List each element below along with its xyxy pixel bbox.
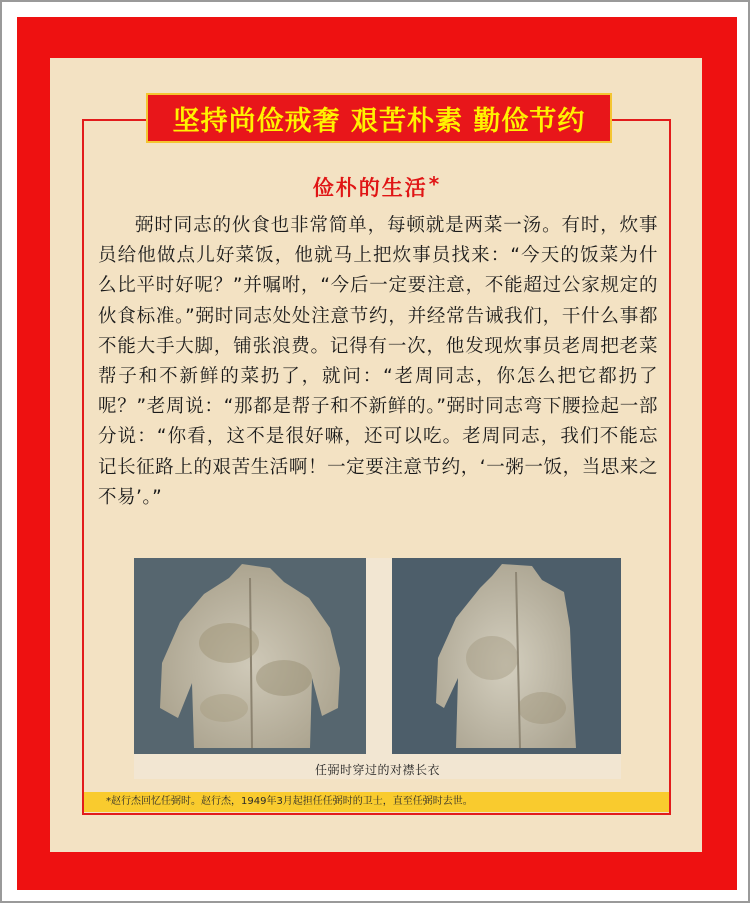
photo-panel: [134, 558, 621, 779]
jacket-front-photo: [134, 558, 366, 754]
photo-caption: 任弼时穿过的对襟长衣: [314, 763, 440, 777]
subtitle-text: 俭朴的生活: [312, 176, 428, 200]
footnote-bar: *赵行杰回忆任弼时。赵行杰，1949年3月起担任任弼时的卫士，直至任弼时去世。: [84, 792, 669, 812]
section-subtitle: [2, 172, 750, 202]
title-banner: [146, 93, 612, 143]
subtitle-footnote-mark: *: [428, 172, 442, 196]
poster-title: 坚持尚俭戒奢 艰苦朴素 勤俭节约: [172, 105, 586, 137]
story-paragraph: 弼时同志的伙食也非常简单，每顿就是两菜一汤。有时，炊事员给他做点儿好菜饭，他就马上把炊事员找来：“今天的饭菜为什么比平时好呢？”并嘱咐，“今后一定要注意，不能超过公家规定的伙食标准。”弼时同志处处注意节约，并经常告诫我们，干什么事都不能大手大脚，铺张浪费。记得有一次，他发现炊事员老周把老菜帮子和不新鲜的菜扔了，就问：“老周同志，你怎么把它都扔了呢？”老周说：“那都是帮子和不新鲜的。”弼时同志弯下腰捡起一部分说：“你看，这不是很好嘛，还可以吃。老周同志，我们不能忘记长征路上的艰苦生活啊！一定要注意节约，‘一粥一饭，当思来之不易’。”: [98, 215, 658, 508]
jacket-back-photo: [392, 558, 621, 754]
